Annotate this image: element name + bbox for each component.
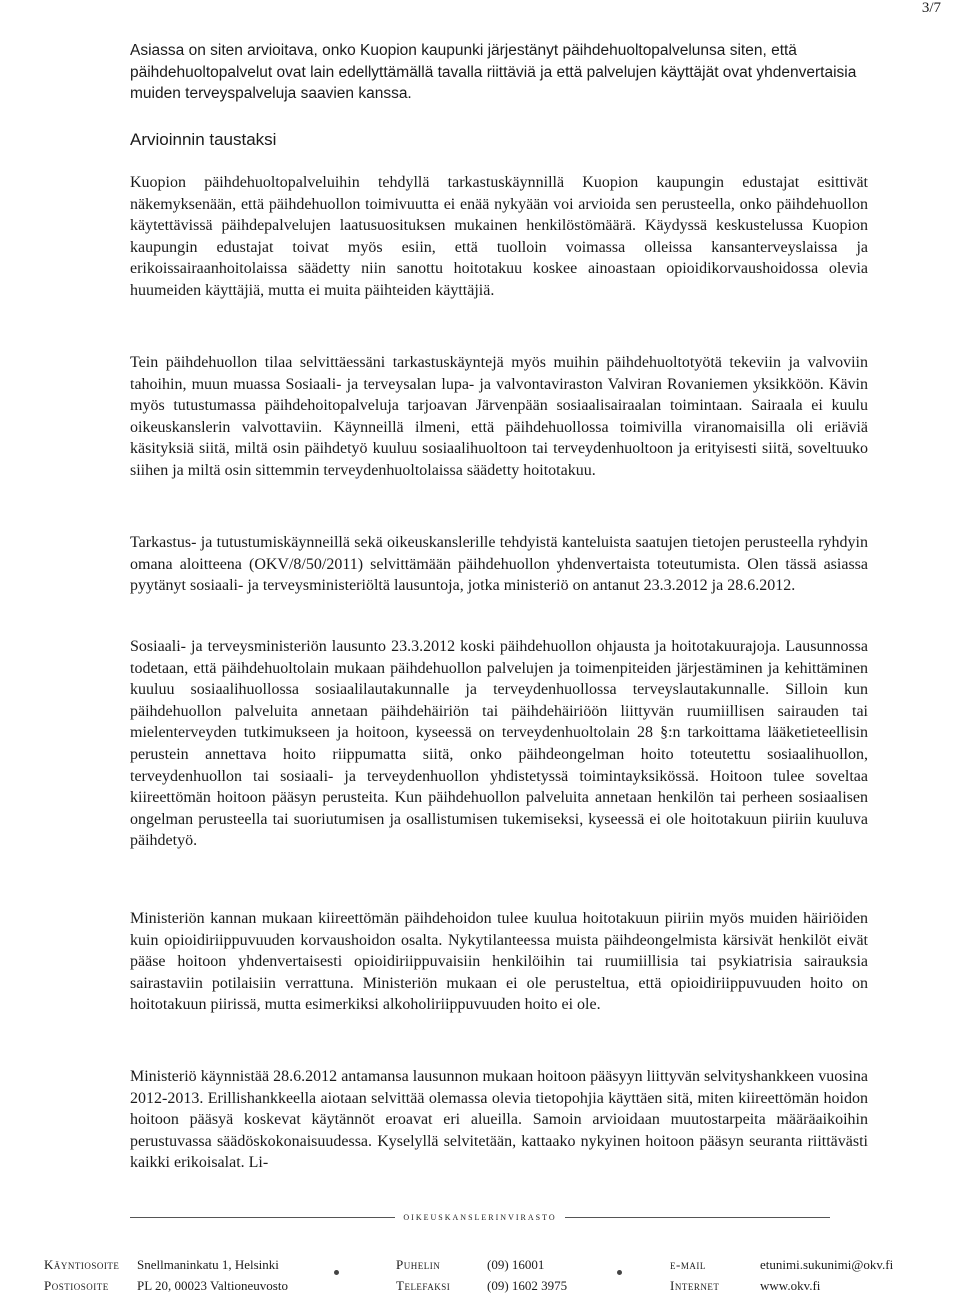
- fax-value: (09) 1602 3975: [487, 1278, 568, 1293]
- body-paragraph-1: Kuopion päihdehuoltopalveluihin tehdyllä tarkastuskäynnillä Kuopion kaupungin edustajat esittivät näkemyksenään, että päihdehuollon toimivuutta ei enää nykyään voi arvioida sen perusteella, onko päihdehuollon käytettävissä päihdepalvelujen laatusuosituksen mukainen henkilöstömäärä. Käydyssä keskustelussa Kuopion kaupungin edustajat toivat myös esiin, että tuolloin voimassa olleissa kansanterveyslaissa ja erikoissairaanhoitolaissa säädetty niin sanottu hoitotakuu koskee ainoastaan opioidikorvaushoidossa olevia huumeiden käyttäjiä, mutta ei muita päihteiden käyttäjiä.: [130, 174, 868, 299]
- postal-address-value: PL 20, 00023 Valtioneuvosto: [137, 1278, 288, 1293]
- website-value[interactable]: www.okv.fi: [760, 1278, 821, 1293]
- footer-labels-web: [670, 1254, 719, 1296]
- body-paragraph-3: Tarkastus- ja tutustumiskäynneillä sekä oikeuskanslerille tehdyistä kanteluista saatujen tietojen perusteella ryhdyin omana aloitteena (OKV/8/50/2011) selvittämään päihdehuollon yhdenvertaista toteutumista. Olen tässä asiassa pyytänyt sosiaali- ja terveysministeriöltä lausuntoja, jotka ministeriö on antanut 23.3.2012 ja 28.6.2012.: [130, 534, 868, 595]
- body-paragraph-4: Sosiaali- ja terveysministeriön lausunto 23.3.2012 koski päihdehuollon ohjausta ja hoitotakuurajoja. Lausunnossa todetaan, että päihdehuoltolain mukaan päihdehuollon palvelujen ja toimenpiteiden järjestäminen ja kehittäminen kuuluu sosiaalihuollossa sosiaalilautakunnalle ja terveydenhuollossa terveyslautakunnalle. Silloin kun päihdehuollon palveluita annetaan päihdehäiriön tai päihdehäiriöön liittyvän ruumiillisen sairauden tai mielenterveyden tutkimukseen ja hoitoon, kyseessä on terveydenhuoltolain 28 §:n tarkoittama lääketieteellisin perustein annettava hoito riippumatta siitä, onko päihdeongelman hoito toteutettu sosiaalihuollon, terveydenhuollon tai sosiaali- ja terveydenhuollon yhdistetyssä toimintayksikössä. Hoitoon tulee soveltaa kiireettömän hoitoon pääsyn perusteita. Kun päihdehuollon palveluita annetaan henkilön tai perheen sosiaalisen ongelman perusteella tai suoriutumisen ja osallistumisen tukemiseksi, kyseessä ei ole hoitotakuun piiriin kuuluva päihdetyö.: [130, 638, 868, 850]
- separator-dot: [617, 1270, 622, 1275]
- phone-value: (09) 16001: [487, 1257, 545, 1272]
- internet-label: Internet: [670, 1278, 720, 1293]
- footer-values-phone: [487, 1254, 567, 1296]
- phone-label: Puhelin: [396, 1257, 441, 1272]
- intro-paragraph: Asiassa on siten arvioitava, onko Kuopion kaupunki järjestänyt päihdehuoltopalvelunsa siten, että päihdehuoltopalvelut ovat lain edellyttämällä tavalla riittäviä ja että palvelujen käyttäjät ovat yhdenvertaisia muiden terveyspalveluja saavien kanssa.: [130, 42, 857, 103]
- visit-address-label: Käyntiosoite: [44, 1257, 120, 1272]
- page-number: 3/7: [921, 0, 941, 16]
- paragraph-block: [130, 532, 868, 597]
- body-paragraph-2: Tein päihdehuollon tilaa selvittäessäni tarkastuskäyntejä myös muihin päihdehuoltotyötä tekeviin ja valvoviin tahoihin, muun muassa Sosiaali- ja terveysalan lupa- ja valvontaviraston Valviran Rovaniemen yksikköön. Kävin myös tutustumassa päihdehoitopalveluja tarjoavan Järvenpään sosiaalisairaalan toimintaan. Sairaala ei kuulu oikeuskanslerin valvottaviin. Käynneillä ilmeni, että päihdehuollossa toimivilla viranomaisilla oli eriäviä käsityksiä siitä, miltä osin päihdetyö kuuluu sosiaalihuoltoon tai terveydenhuoltoon ja erityisesti siitä, soveltuuko siihen ja miltä osin sittemmin terveydenhuoltolaissa säädetty hoitotakuu.: [130, 354, 868, 479]
- body-paragraph-5: Ministeriön kannan mukaan kiireettömän päihdehoidon tulee kuulua hoitotakuun piiriin myös muiden häiriöiden kuin opioidiriippuvuuden korvaushoidon osalta. Nykytilanteessa muista päihdeongelmista kärsivät henkilöt eivät pääse hoitoon yhdenvertaisesti opioidiriippuvaisiin henkilöihin tai ruumiillisia tai psykiatrisia sairauksia sairastaviin potilaisiin verrattuna. Ministeriön mukaan ei ole perusteltua, että opioidiriippuvuuden hoito on hoitotakuun piirissä, mutta esimerkiksi alkoholiriippuvuuden hoito ei ole.: [130, 910, 868, 1014]
- paragraph-block: [130, 908, 868, 1016]
- footer-org-name: oikeuskanslerinvirasto: [0, 1211, 960, 1223]
- footer-values-web: [760, 1254, 893, 1296]
- document-body: [130, 40, 868, 105]
- body-paragraph-6: Ministeriö käynnistää 28.6.2012 antamansa lausunnon mukaan hoitoon pääsyyn liittyvän selvityshankkeen vuosina 2012-2013. Erillishankkeella aiotaan selvittää olemassa olevia tietopohjia käyttäen sitä, miten kiireettömän hoidon hoitoon pääsyä koskevat käytännöt eroavat eri alueilla. Samoin arvioidaan muutostarpeita määräaikoihin perustuvassa säädöskokonaisuudessa. Kyselyllä selvitetään, kattaako nykyinen hoitoon pääsyn seuranta riittävästi kaikki erikoisalat. Li-: [130, 1068, 868, 1172]
- footer-values-address: [137, 1254, 288, 1296]
- email-label: e-mail: [670, 1257, 706, 1272]
- footer-labels-phone: [396, 1254, 450, 1296]
- paragraph-block: [130, 636, 868, 852]
- email-value[interactable]: etunimi.sukunimi@okv.fi: [760, 1257, 894, 1272]
- footer-labels-address: [44, 1254, 119, 1296]
- section-heading: Arvioinnin taustaksi: [130, 130, 277, 149]
- fax-label: Telefaksi: [396, 1278, 451, 1293]
- paragraph-block: [130, 172, 868, 302]
- visit-address-value: Snellmaninkatu 1, Helsinki: [137, 1257, 279, 1272]
- separator-dot: [334, 1270, 339, 1275]
- paragraph-block: [130, 352, 868, 482]
- postal-address-label: Postiosoite: [44, 1278, 109, 1293]
- paragraph-block: [130, 1066, 868, 1174]
